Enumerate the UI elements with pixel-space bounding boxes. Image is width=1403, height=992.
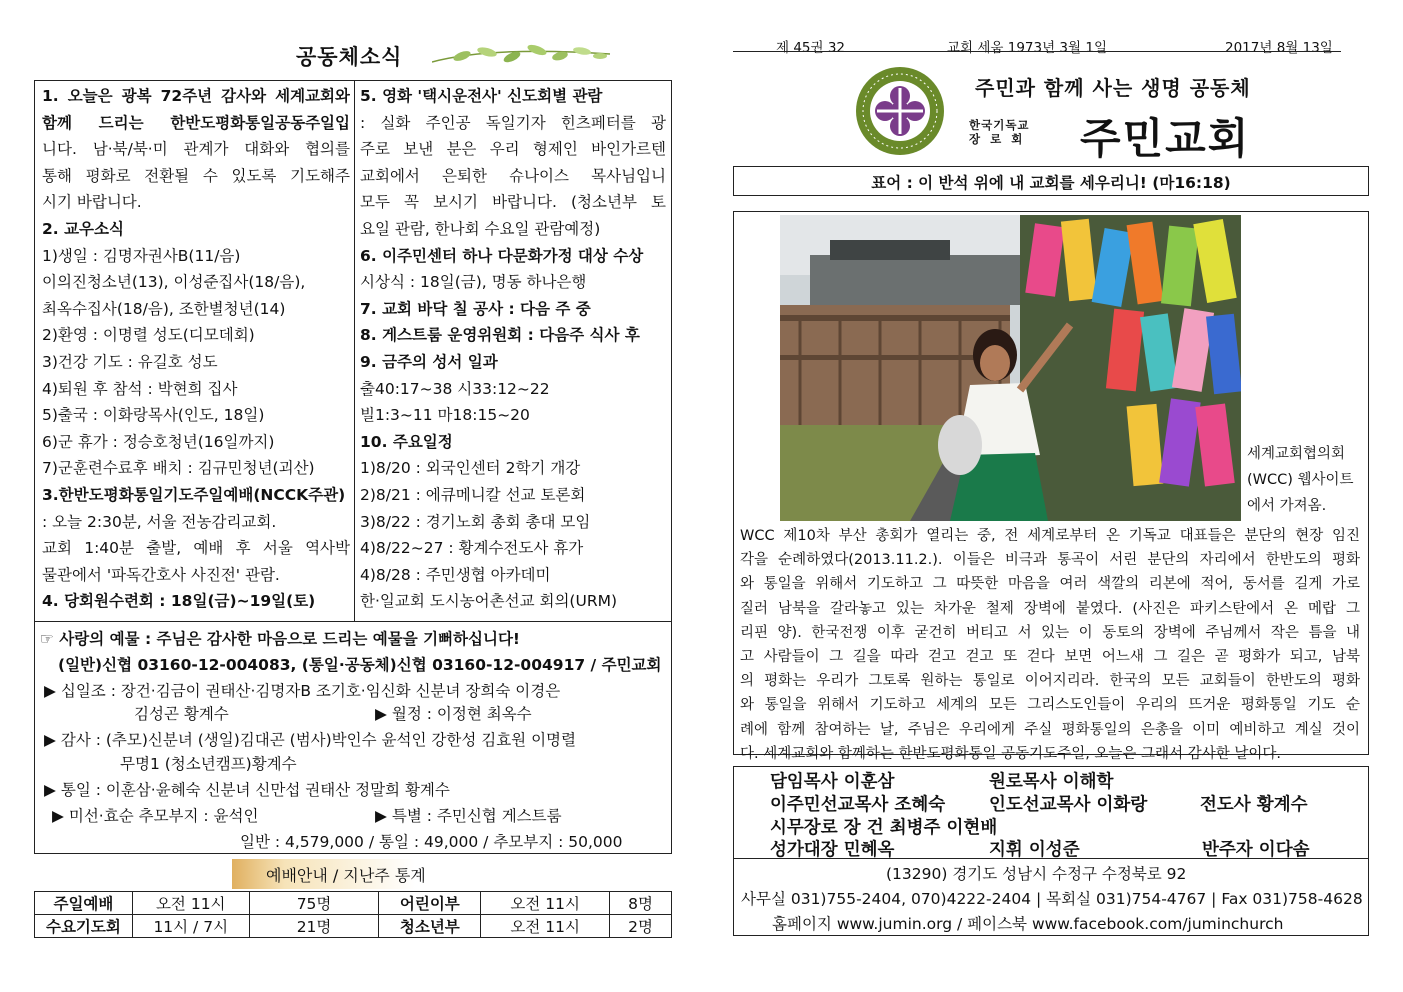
- news-column-right: [360, 83, 666, 615]
- table-cell: 75명: [249, 892, 379, 915]
- article-text: [740, 524, 1360, 766]
- news-line: 시상식 : 18일(금), 명동 하나은행: [360, 273, 587, 292]
- news-line: 주로 보낸 분은 우리 형제인 바인가르텐: [360, 140, 666, 159]
- founding-date: 교회 세움 1973년 3월 1일: [947, 40, 1107, 56]
- news-line: 3.한반도평화통일기도주일예배(NCCK주관): [42, 485, 346, 504]
- denomination-line-2: 장 로 회: [969, 132, 1026, 146]
- table-cell: 수요기도회: [35, 915, 133, 938]
- thanks-line-1: ▶ 감사 : (추모)신분녀 (생일)김대곤 (범사)박인수 윤석인 강한성 김효원 이명렬: [44, 731, 576, 749]
- web-links: 홈페이지 www.jumin.org / 페이스북 www.facebook.com/juminchurch: [772, 915, 1284, 933]
- monthly-offering: ▶ 월정 : 이정현 최옥수: [375, 705, 532, 723]
- phone-numbers: 사무실 031)755-2404, 070)4222-2404 | 목회실 031)754-4767 | Fax 031)758-4628: [741, 890, 1363, 908]
- tithe-line-1: ▶ 십일조 : 장건·김금이 권태산·김명자B 조기호·임신화 신분녀 장희숙 이경은: [44, 682, 561, 700]
- photo-caption-1: 세계교회협의회: [1247, 446, 1346, 462]
- news-line: 이의진청소년(13), 이성준집사(18/음),: [42, 273, 306, 292]
- photo-caption-2: (WCC) 웹사이트: [1247, 472, 1354, 488]
- news-line: : 오늘 2:30분, 서울 전농감리교회.: [42, 512, 277, 531]
- senior-pastor: 담임목사 이훈삼: [770, 772, 895, 792]
- news-line: 3)건강 기도 : 유길호 성도: [42, 352, 218, 371]
- news-line: 4. 당회원수련회 : 18일(금)~19일(토): [42, 592, 316, 611]
- news-line: 니다. 남·북/북·미 관계가 대화와 협의를: [42, 140, 350, 159]
- thanks-line-2: 무명1 (청소년캠프)황계수: [120, 755, 297, 773]
- article-line: 와 통일을 위해서 기도하고 그 따뜻한 마음을 여러 색깔의 리본에 적어, 동서를 길게 가로: [740, 576, 1360, 593]
- news-line: 1. 오늘은 광복 72주년 감사와 세계교회와: [42, 87, 350, 105]
- news-line: 8. 게스트룸 운영위원회 : 다음주 식사 후: [360, 326, 640, 345]
- article-line: 질러 남북을 갈라놓고 있는 차가운 철제 장벽에 붙였다. (사진은 파키스탄에서 온 메랍 그: [740, 600, 1360, 617]
- article-line: 리핀 양). 한국전쟁 이후 굳건히 버티고 서 있는 이 동토의 장벽에 주님께서 작은 틈을 내: [740, 624, 1360, 641]
- news-line: 최옥수집사(18/음), 조한별청년(14): [42, 299, 286, 318]
- news-line: : 실화 주인공 독일기자 힌츠페터를 광: [360, 113, 666, 132]
- header-rule: [733, 51, 1341, 52]
- news-line: 통해 평화로 전환될 수 있도록 기도해주: [42, 166, 350, 185]
- news-line: 5)출국 : 이화랑목사(인도, 18일): [42, 406, 265, 425]
- ribbon-wall-photo: [780, 215, 1241, 521]
- news-column-left: [42, 83, 350, 615]
- memorial-offering: ▶ 미선·효순 추모부지 : 윤석인: [52, 807, 259, 825]
- news-line: 한·일교회 도시농어촌선교 회의(URM): [360, 592, 618, 611]
- migrant-mission-pastor: 이주민선교목사 조혜숙: [770, 795, 946, 815]
- church-name: 주민교회: [1080, 114, 1251, 163]
- news-line: 빌1:3~11 마18:15~20: [360, 406, 530, 425]
- news-line: 시기 바랍니다.: [42, 193, 142, 212]
- table-cell: 오전 11시: [132, 892, 249, 915]
- worship-info-heading: 예배안내 / 지난주 통계: [266, 866, 426, 885]
- table-cell: 2명: [610, 915, 672, 938]
- news-line: 함께 드리는 한반도평화통일공동주일입: [42, 113, 350, 132]
- news-line: 교회에서 은퇴한 슈나이스 목사님입니: [360, 166, 666, 185]
- news-line: 10. 주요일정: [360, 432, 453, 451]
- volume-number: 제 45권 32: [776, 40, 846, 56]
- table-row: [35, 915, 672, 938]
- offering-totals: 일반 : 4,579,000 / 통일 : 49,000 / 추모부지 : 50,000: [240, 833, 623, 851]
- article-line: 와 통일을 위해서 기도하고 세계의 모든 그리스도인들이 우리의 뜨거운 평화통일 기도 순: [740, 697, 1360, 714]
- article-line: 각을 순례하였다(2013.11.2.). 이들은 비극과 통곡이 서린 분단의 자리에서 한반도의 평화: [740, 552, 1360, 569]
- conductor: 지휘 이성준: [989, 840, 1080, 860]
- news-line: 6)군 휴가 : 정승호청년(16일까지): [42, 432, 275, 451]
- unification-offering: ▶ 통일 : 이훈삼·윤혜숙 신분녀 신만섭 권태산 정말희 황계수: [44, 781, 450, 799]
- church-slogan: 주민과 함께 사는 생명 공동체: [975, 76, 1251, 100]
- church-logo-icon: [855, 66, 945, 156]
- table-cell: 청소년부: [379, 915, 481, 938]
- news-line: 9. 금주의 성서 일과: [360, 352, 498, 371]
- worship-info-title: [232, 859, 494, 889]
- article-line: 고 사람들이 그 길을 따라 걷고 걷고 또 걷다 보면 어느새 그 길은 곧 평화가 되고, 남북: [740, 649, 1360, 666]
- motto-box: [733, 166, 1369, 196]
- denomination: [969, 118, 1030, 146]
- table-cell: 21명: [249, 915, 379, 938]
- table-cell: 오전 11시: [481, 892, 610, 915]
- motto: 표어 : 이 반석 위에 내 교회를 세우리니! (마16:18): [871, 174, 1231, 192]
- table-cell: 8명: [610, 892, 672, 915]
- news-line: 1)생일 : 김명자권사B(11/음): [42, 246, 241, 265]
- news-line: 2)8/21 : 에큐메니칼 선교 토론회: [360, 485, 586, 504]
- community-news-title: [262, 38, 612, 70]
- news-line: 2)환영 : 이명렬 성도(디모데회): [42, 326, 255, 345]
- special-offering: ▶ 특별 : 주민신협 게스트룸: [375, 807, 562, 825]
- church-address: (13290) 경기도 성남시 수정구 수정북로 92: [886, 865, 1187, 883]
- news-line: 4)퇴원 후 참석 : 박현희 집사: [42, 379, 238, 398]
- news-line: 물관에서 '파독간호사 사진전' 관람.: [42, 565, 280, 584]
- table-row: [35, 892, 672, 915]
- denomination-line-1: 한국기독교: [969, 118, 1030, 132]
- news-line: 출40:17~38 시33:12~22: [360, 379, 550, 398]
- news-line: 요일 관람, 한나회 수요일 관람예정): [360, 219, 601, 238]
- tithe-line-2: 김성곤 황계수: [134, 705, 229, 723]
- issue-date: 2017년 8월 13일: [1225, 40, 1333, 56]
- community-news-heading: 공동체소식: [296, 45, 403, 69]
- choir-leader: 성가대장 민혜옥: [770, 840, 895, 860]
- news-line: 모두 꼭 보시기 바랍니다. (청소년부 토: [360, 193, 666, 212]
- news-line: 4)8/22~27 : 황계수전도사 휴가: [360, 539, 584, 558]
- news-line: 교회 1:40분 출발, 예배 후 서울 역사박: [42, 539, 350, 558]
- table-cell: 어린이부: [379, 892, 481, 915]
- news-line: 1)8/20 : 외국인센터 2학기 개강: [360, 459, 581, 478]
- photo-caption-3: 에서 가져옴.: [1247, 498, 1327, 514]
- worship-stats-table: [34, 891, 672, 938]
- table-cell: 주일예배: [35, 892, 133, 915]
- accompanist: 반주자 이다솜: [1202, 840, 1310, 860]
- article-line: 례에 함께 참여하는 날, 주님은 우리에게 주실 평화통일의 은총을 이미 예비하고 계실 것이: [740, 721, 1360, 738]
- news-line: 6. 이주민센터 하나 다문화가정 대상 수상: [360, 246, 644, 265]
- news-line: 2. 교우소식: [42, 219, 124, 238]
- news-line: 7)군훈련수료후 배치 : 김규민청년(괴산): [42, 459, 315, 478]
- news-line: 7. 교회 바닥 칠 공사 : 다음 주 중: [360, 299, 591, 318]
- article-line: WCC 제10차 부산 총회가 열리는 중, 전 세계로부터 온 기독교 대표들은 분단의 현장 임진: [740, 528, 1360, 544]
- column-divider: [354, 80, 355, 622]
- leaf-decoration-icon: [432, 42, 612, 68]
- table-cell: 11시 / 7시: [132, 915, 249, 938]
- news-line: 4)8/28 : 주민생협 아카데미: [360, 565, 551, 584]
- article-line: 의 평화는 우리가 그토록 원하는 통일로 이어지리라. 한국의 모든 교회들이 한반도의 평화: [740, 673, 1360, 690]
- evangelist: 전도사 황계수: [1200, 795, 1308, 815]
- elders: 시무장로 장 건 최병주 이현배: [770, 818, 998, 838]
- table-cell: 오전 11시: [481, 915, 610, 938]
- news-line: 3)8/22 : 경기노회 총회 총대 모임: [360, 512, 591, 531]
- emeritus-pastor: 원로목사 이해학: [989, 772, 1114, 792]
- offering-heading: ☞ 사랑의 예물 : 주님은 감사한 마음으로 드리는 예물을 기뻐하십니다!: [40, 630, 521, 648]
- article-line: 다. 세계교회와 함께하는 한반도평화통일 공동기도주일, 오늘은 그래서 감사한 날이다.: [740, 745, 1281, 762]
- india-mission-pastor: 인도선교목사 이화랑: [989, 795, 1148, 815]
- offering-accounts: (일반)신협 03160-12-004083, (통일·공동체)신협 03160-12-004917 / 주민교회: [58, 656, 662, 674]
- news-line: 5. 영화 '택시운전사' 신도회별 관람: [360, 87, 603, 105]
